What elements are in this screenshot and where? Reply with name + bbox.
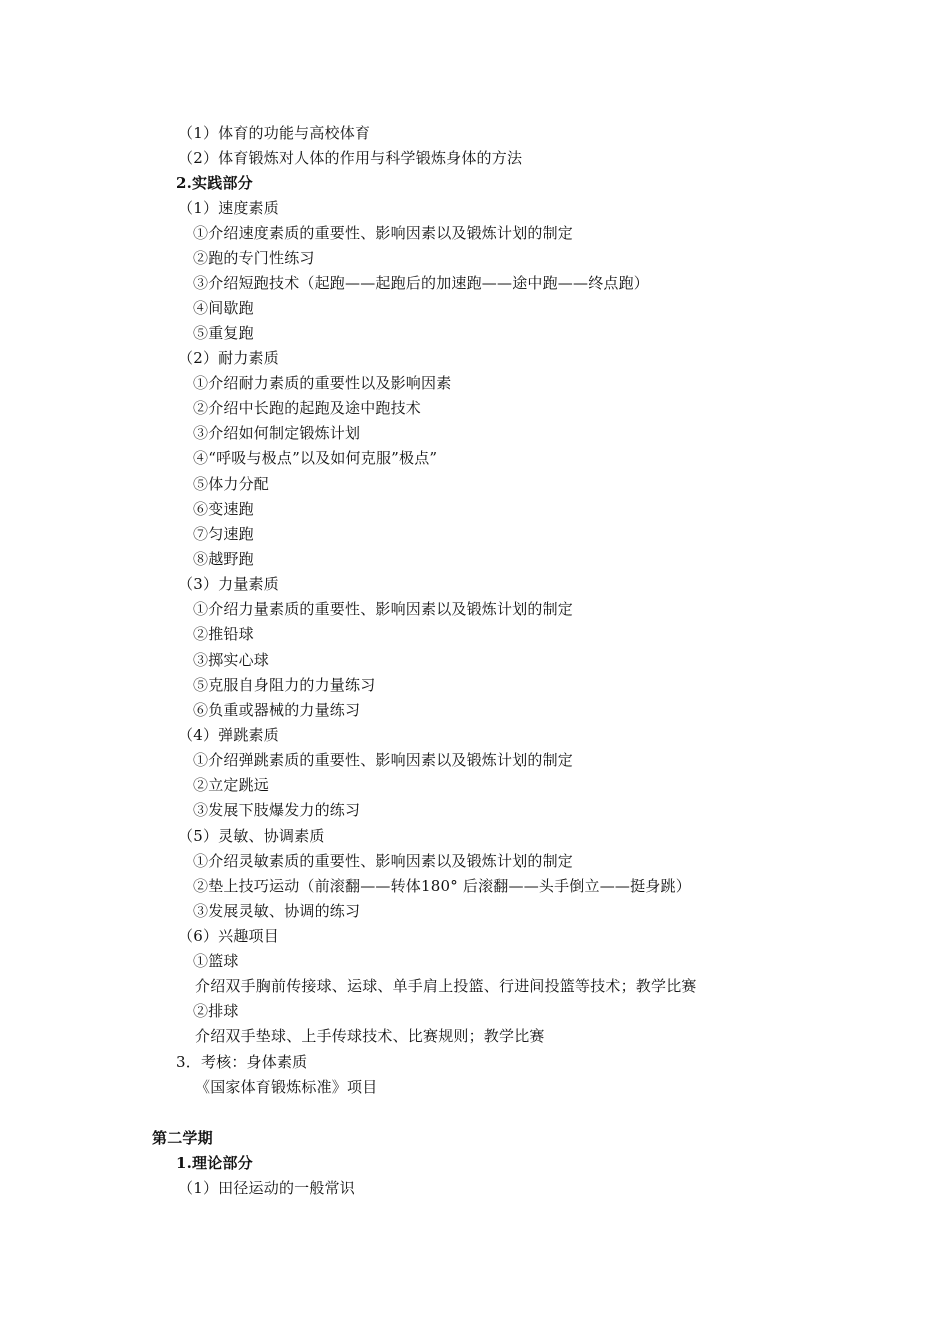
endurance-item: ②介绍中长跑的起跑及途中跑技术 bbox=[193, 399, 422, 417]
speed-item: ②跑的专门性练习 bbox=[193, 249, 315, 267]
endurance-item: ④“呼吸与极点”以及如何克服”极点” bbox=[193, 449, 438, 467]
strength-item: ①介绍力量素质的重要性、影响因素以及锻炼计划的制定 bbox=[193, 600, 574, 618]
assessment-title: 3．考核：身体素质 bbox=[176, 1053, 308, 1071]
endurance-item: ③介绍如何制定锻炼计划 bbox=[193, 424, 361, 442]
practice-heading: 2.实践部分 bbox=[176, 174, 253, 192]
speed-item: ③介绍短跑技术（起跑——起跑后的加速跑——途中跑——终点跑） bbox=[193, 274, 650, 292]
agility-item: ②垫上技巧运动（前滚翻——转体180° 后滚翻——头手倒立——挺身跳） bbox=[193, 877, 691, 895]
semester2-theory-heading: 1.理论部分 bbox=[176, 1154, 253, 1172]
interest-item: ①篮球 bbox=[193, 952, 239, 970]
endurance-item: ⑤体力分配 bbox=[193, 475, 270, 493]
jumping-item: ①介绍弹跳素质的重要性、影响因素以及锻炼计划的制定 bbox=[193, 751, 574, 769]
jumping-item: ②立定跳远 bbox=[193, 776, 270, 794]
semester2-theory-item: （1）田径运动的一般常识 bbox=[178, 1179, 355, 1197]
strength-title: （3）力量素质 bbox=[178, 575, 279, 593]
jumping-item: ③发展下肢爆发力的练习 bbox=[193, 801, 361, 819]
interest-item: 介绍双手垫球、上手传球技术、比赛规则；教学比赛 bbox=[195, 1027, 545, 1045]
speed-item: ④间歇跑 bbox=[193, 299, 254, 317]
endurance-item: ①介绍耐力素质的重要性以及影响因素 bbox=[193, 374, 452, 392]
theory-item-1: （1）体育的功能与高校体育 bbox=[178, 124, 371, 142]
interest-item: 介绍双手胸前传接球、运球、单手肩上投篮、行进间投篮等技术；教学比赛 bbox=[195, 977, 697, 995]
assessment-detail: 《国家体育锻炼标准》项目 bbox=[195, 1078, 378, 1096]
endurance-title: （2）耐力素质 bbox=[178, 349, 279, 367]
strength-item: ⑥负重或器械的力量练习 bbox=[193, 701, 361, 719]
endurance-item: ⑥变速跑 bbox=[193, 500, 254, 518]
endurance-item: ⑦匀速跑 bbox=[193, 525, 254, 543]
agility-item: ①介绍灵敏素质的重要性、影响因素以及锻炼计划的制定 bbox=[193, 852, 574, 870]
speed-item: ⑤重复跑 bbox=[193, 324, 254, 342]
theory-item-2: （2）体育锻炼对人体的作用与科学锻炼身体的方法 bbox=[178, 149, 523, 167]
speed-title: （1）速度素质 bbox=[178, 199, 279, 217]
strength-item: ③掷实心球 bbox=[193, 651, 270, 669]
jumping-title: （4）弹跳素质 bbox=[178, 726, 279, 744]
interest-item: ②排球 bbox=[193, 1002, 239, 1020]
agility-item: ③发展灵敏、协调的练习 bbox=[193, 902, 361, 920]
strength-item: ②推铅球 bbox=[193, 625, 254, 643]
interest-title: （6）兴趣项目 bbox=[178, 927, 279, 945]
agility-title: （5）灵敏、协调素质 bbox=[178, 827, 325, 845]
semester2-title: 第二学期 bbox=[152, 1129, 213, 1147]
endurance-item: ⑧越野跑 bbox=[193, 550, 254, 568]
speed-item: ①介绍速度素质的重要性、影响因素以及锻炼计划的制定 bbox=[193, 224, 574, 242]
strength-item: ⑤克服自身阻力的力量练习 bbox=[193, 676, 376, 694]
